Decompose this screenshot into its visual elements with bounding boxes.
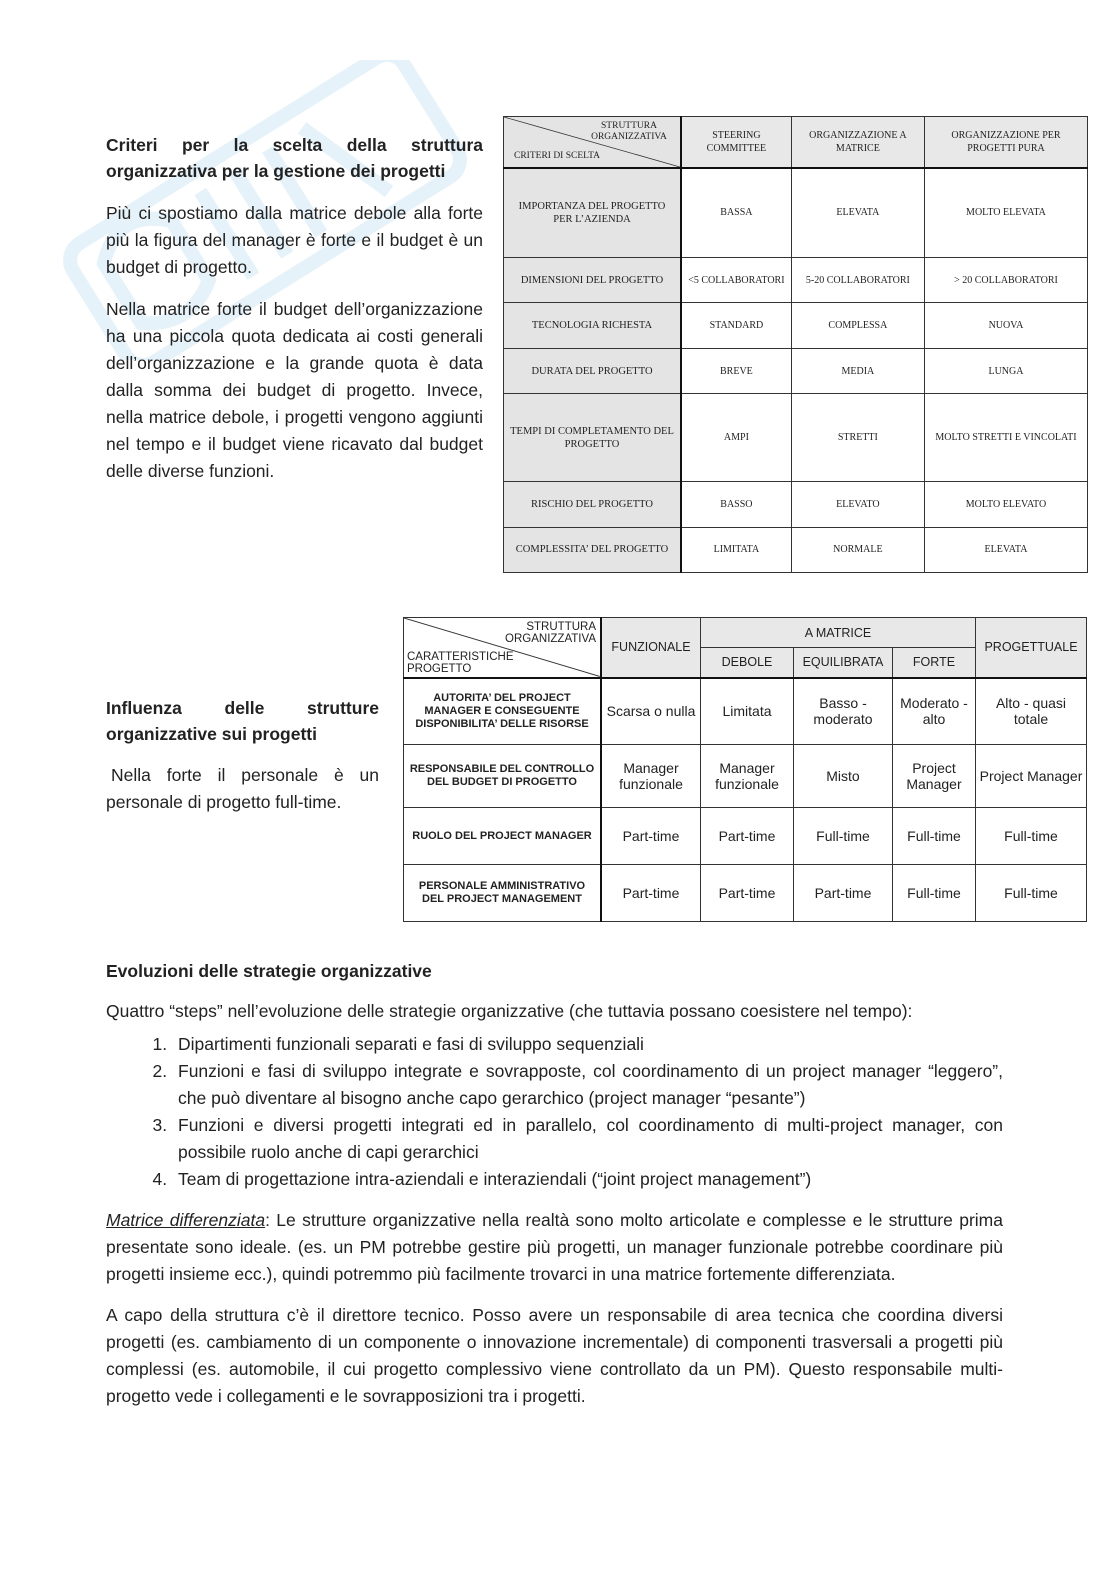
- table-cell: ELEVATA: [924, 527, 1087, 573]
- table-cell: Part-time: [701, 865, 794, 922]
- table-cell: 5-20 COLLABORATORI: [791, 257, 924, 302]
- table-cell: Limitata: [701, 678, 794, 745]
- table-cell: Project Manager: [893, 745, 976, 808]
- corner-top-label: STRUTTURA ORGANIZZATIVA: [591, 121, 667, 142]
- row-criterion: COMPLESSITA’ DEL PROGETTO: [504, 527, 682, 573]
- table-row: [504, 257, 1088, 302]
- table-corner-header: [404, 618, 602, 678]
- table-cell: MOLTO ELEVATA: [924, 168, 1087, 257]
- table-cell: STRETTI: [791, 394, 924, 482]
- list-item: 3. Funzioni e diversi progetti integrati ed in parallelo, col coordinamento di multi-project manager, con possibile ruolo anche di capi gerarchici: [172, 1112, 1003, 1166]
- row-label: RUOLO DEL PROJECT MANAGER: [404, 808, 602, 865]
- table-cell: ELEVATO: [791, 482, 924, 527]
- row-label: PERSONALE AMMINISTRATIVO DEL PROJECT MANAGEMENT: [404, 865, 602, 922]
- row-criterion: IMPORTANZA DEL PROGETTO PER L’AZIENDA: [504, 168, 682, 257]
- subheader-equilibrata: EQUILIBRATA: [794, 648, 893, 678]
- table-cell: AMPI: [681, 394, 791, 482]
- table-cell: MOLTO ELEVATO: [924, 482, 1087, 527]
- list-item: 1. Dipartimenti funzionali separati e fasi di sviluppo sequenziali: [172, 1031, 1003, 1058]
- section-heading: Criteri per la scelta della struttura organizzativa per la gestione dei progetti: [106, 135, 483, 181]
- table-cell: Full-time: [976, 808, 1087, 865]
- table-row: [404, 808, 1087, 865]
- section-evoluzioni: [106, 958, 1003, 1410]
- table-cell: Alto - quasi totale: [976, 678, 1087, 745]
- structures-table: [403, 617, 1087, 922]
- column-header-funzionale: FUNZIONALE: [601, 618, 701, 678]
- table-row: [504, 482, 1088, 527]
- paragraph: A capo della struttura c’è il direttore tecnico. Posso avere un responsabile di area tecnica che coordina diversi progetti (es. cambiamento di un componente o innovazione incrementale) di componenti trasversali a progetti più complessi (es. automobile, il cui progetto complessivo viene controllato da un PM). Questo responsabile multi-progetto vede i collegamenti e le sovrapposizioni tra i progetti.: [106, 1305, 1003, 1406]
- corner-bottom-label: CRITERI DI SCELTA: [514, 151, 600, 161]
- section-criteri: [106, 132, 483, 485]
- table-cell: Full-time: [976, 865, 1087, 922]
- paragraph: Più ci spostiamo dalla matrice debole alla forte più la figura del manager è forte e il budget è un budget di progetto.: [106, 203, 483, 277]
- column-header-matrice: A MATRICE: [701, 618, 976, 648]
- table-cell: BASSO: [681, 482, 791, 527]
- table-cell: Part-time: [794, 865, 893, 922]
- table-cell: Full-time: [794, 808, 893, 865]
- row-label: RESPONSABILE DEL CONTROLLO DEL BUDGET DI PROGETTO: [404, 745, 602, 808]
- table-cell: Misto: [794, 745, 893, 808]
- column-header: STEERING COMMITTEE: [681, 117, 791, 169]
- table-cell: MOLTO STRETTI E VINCOLATI: [924, 394, 1087, 482]
- table-row: [404, 678, 1087, 745]
- row-criterion: TEMPI DI COMPLETAMENTO DEL PROGETTO: [504, 394, 682, 482]
- row-criterion: RISCHIO DEL PROGETTO: [504, 482, 682, 527]
- steps-list: [106, 1031, 1003, 1193]
- subheader-debole: DEBOLE: [701, 648, 794, 678]
- section-heading: Influenza delle strutture organizzative sui progetti: [106, 698, 379, 744]
- row-criterion: DURATA DEL PROGETTO: [504, 348, 682, 393]
- table-cell: Basso - moderato: [794, 678, 893, 745]
- row-criterion: DIMENSIONI DEL PROGETTO: [504, 257, 682, 302]
- table-row: [504, 394, 1088, 482]
- column-header-progettuale: PROGETTUALE: [976, 618, 1087, 678]
- paragraph: Nella matrice forte il budget dell’organizzazione ha una piccola quota dedicata ai costi generali dell’organizzazione e la grande quota è data dalla somma dei budget di progetto. Invece, nella matrice debole, i progetti vengono aggiunti nel tempo e il budget viene ricavato dal budget delle diverse funzioni.: [106, 299, 483, 481]
- table-cell: Full-time: [893, 865, 976, 922]
- table-row: [504, 303, 1088, 348]
- table-cell: Manager funzionale: [701, 745, 794, 808]
- matrice-text: : Le strutture organizzative nella realtà sono molto articolate e complesse e le strutture prima presentate sono ideale. (es. un PM potrebbe gestire più progetti, un manager funzionale potrebbe coordinare più progetti insieme ecc.), quindi potremmo più facilmente trovarci in una matrice fortemente differenziata.: [106, 1210, 1003, 1284]
- paragraph: Quattro “steps” nell’evoluzione delle strategie organizzative (che tuttavia possano coesistere nel tempo):: [106, 1001, 913, 1021]
- paragraph: [106, 1207, 1003, 1288]
- paragraph: Nella forte il personale è un personale di progetto full-time.: [106, 765, 379, 812]
- table-cell: NUOVA: [924, 303, 1087, 348]
- table-cell: COMPLESSA: [791, 303, 924, 348]
- table-cell: Full-time: [893, 808, 976, 865]
- table-cell: LIMITATA: [681, 527, 791, 573]
- column-header: ORGANIZZAZIONE PER PROGETTI PURA: [924, 117, 1087, 169]
- column-header: ORGANIZZAZIONE A MATRICE: [791, 117, 924, 169]
- row-criterion: TECNOLOGIA RICHESTA: [504, 303, 682, 348]
- table-row: [404, 865, 1087, 922]
- section-heading: Evoluzioni delle strategie organizzative: [106, 961, 432, 981]
- table-cell: Part-time: [601, 865, 701, 922]
- table-cell: > 20 COLLABORATORI: [924, 257, 1087, 302]
- table-cell: BASSA: [681, 168, 791, 257]
- table-cell: Part-time: [701, 808, 794, 865]
- table-cell: Part-time: [601, 808, 701, 865]
- matrice-label: Matrice differenziata: [106, 1210, 266, 1230]
- section-influenza: [106, 695, 379, 816]
- table-row: [404, 745, 1087, 808]
- table-corner-header: [504, 117, 682, 169]
- table-cell: Manager funzionale: [601, 745, 701, 808]
- list-item: 4. Team di progettazione intra-aziendali e interaziendali (“joint project management”): [172, 1166, 1003, 1193]
- table-cell: LUNGA: [924, 348, 1087, 393]
- table-row: [504, 527, 1088, 573]
- table-cell: MEDIA: [791, 348, 924, 393]
- corner-bottom-label: CARATTERISTICHE PROGETTO: [407, 650, 514, 675]
- table-cell: <5 COLLABORATORI: [681, 257, 791, 302]
- subheader-forte: FORTE: [893, 648, 976, 678]
- table-cell: BREVE: [681, 348, 791, 393]
- table-cell: Scarsa o nulla: [601, 678, 701, 745]
- table-cell: STANDARD: [681, 303, 791, 348]
- criteria-table: [503, 116, 1088, 573]
- table-cell: Moderato - alto: [893, 678, 976, 745]
- table-cell: Project Manager: [976, 745, 1087, 808]
- list-item: 2. Funzioni e fasi di sviluppo integrate e sovrapposte, col coordinamento di un project manager “leggero”, che può diventare al bisogno anche capo gerarchico (project manager “pesante”): [172, 1058, 1003, 1112]
- table-cell: NORMALE: [791, 527, 924, 573]
- table-cell: ELEVATA: [791, 168, 924, 257]
- table-row: [504, 348, 1088, 393]
- row-label: AUTORITA’ DEL PROJECT MANAGER E CONSEGUENTE DISPONIBILITA’ DELLE RISORSE: [404, 678, 602, 745]
- corner-top-label: STRUTTURA ORGANIZZATIVA: [505, 621, 596, 645]
- table-row: [504, 168, 1088, 257]
